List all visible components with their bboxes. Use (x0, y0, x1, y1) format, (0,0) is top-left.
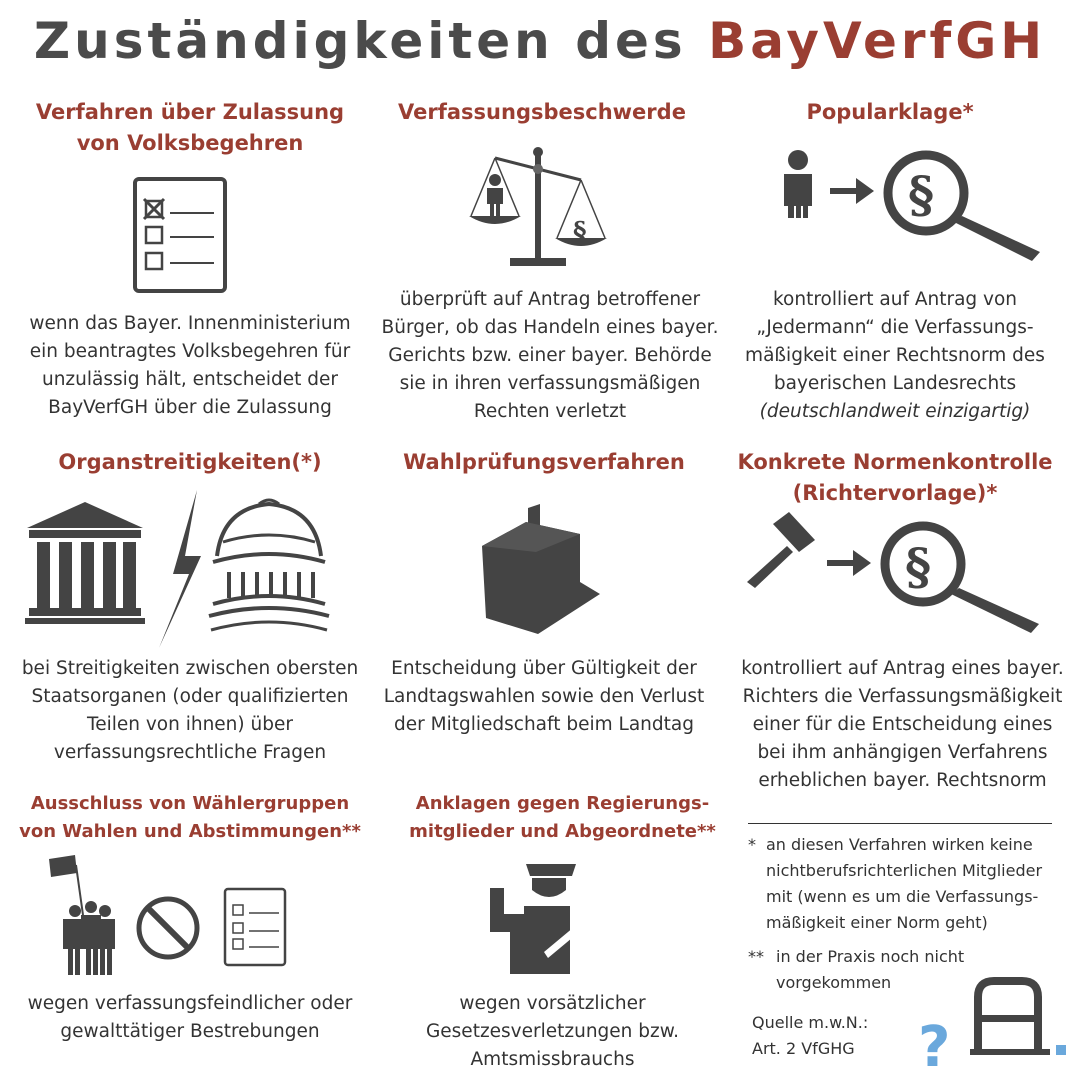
text-line: kontrolliert auf Antrag eines bayer. (741, 658, 1064, 679)
heading-line: Wahlprüfungsverfahren (403, 450, 685, 474)
text-italic-note: (deutschlandweit einzigartig) (759, 401, 1031, 422)
heading-ausschluss (10, 790, 370, 846)
heading-line: von Volksbegehren (76, 131, 304, 155)
text-line: Staatsorganen (oder qualifizierten (31, 686, 349, 707)
title-main: Zuständigkeiten des (33, 12, 687, 70)
heading-line: Anklagen gegen Regierungs- (415, 793, 710, 814)
text-line: wenn das Bayer. Innenministerium (29, 313, 351, 334)
ballot-box-icon (480, 500, 605, 640)
normenkontrolle-icon-group (745, 512, 1050, 637)
text-line: „Jedermann“ die Verfassungs- (756, 317, 1034, 338)
text-line: BayVerfGH über die Zulassung (48, 397, 332, 418)
heading-line: (Richtervorlage)* (792, 481, 998, 505)
text-line: gewalttätiger Bestrebungen (60, 1021, 320, 1042)
footnote-line: an diesen Verfahren wirken keine (766, 835, 1033, 854)
arrow-icon (827, 550, 871, 576)
text-beschwerde (370, 286, 730, 426)
text-line: Landtagswahlen sowie den Verlust (383, 686, 705, 707)
text-line: wegen verfassungsfeindlicher oder (27, 993, 353, 1014)
footnote-line: vorgekommen (776, 973, 892, 992)
checklist-icon (130, 175, 230, 295)
dome-icon (209, 500, 329, 630)
heading-beschwerde (372, 97, 712, 128)
text-popularklage (730, 286, 1060, 426)
title-accent: BayVerfGH (708, 12, 1047, 70)
text-line: verfassungsrechtliche Fragen (53, 742, 327, 763)
logo-a-icon (970, 975, 1070, 1060)
text-line: bei ihm anhängigen Verfahrens (757, 742, 1048, 763)
judge-figure-icon (488, 862, 584, 974)
heading-line: Verfahren über Zulassung (35, 100, 345, 124)
text-line: Gesetzesverletzungen bzw. (425, 1021, 680, 1042)
text-line: bayerischen Landesrechts (773, 373, 1017, 394)
magnifier-paragraph-icon (888, 155, 1040, 261)
heading-organstreit (20, 447, 360, 478)
footnote-line: mäßigkeit einer Norm geht) (766, 913, 988, 932)
text-line: der Mitgliedschaft beim Landtag (394, 714, 694, 735)
checklist-icon (225, 889, 285, 965)
question-mark-logo: ? (918, 1015, 951, 1080)
text-ausschluss (10, 990, 370, 1046)
text-line: erheblichen bayer. Rechtsnorm (758, 770, 1047, 791)
text-line: überprüft auf Antrag betroffener (399, 289, 701, 310)
text-organstreit (10, 655, 370, 767)
heading-line: Verfassungsbeschwerde (398, 100, 686, 124)
source-line: Quelle m.w.N.: (752, 1013, 869, 1032)
text-volksbegehren (10, 310, 370, 422)
text-line: Teilen von ihnen) über (87, 714, 293, 735)
heading-volksbegehren (20, 97, 360, 159)
text-line: unzulässig hält, entscheidet der (41, 369, 339, 390)
text-line: Richters die Verfassungsmäßigkeit (742, 686, 1063, 707)
ausschluss-icon-group (45, 855, 295, 980)
heading-line: Konkrete Normenkontrolle (737, 450, 1053, 474)
heading-line: Ausschluss von Wählergruppen (30, 793, 350, 814)
text-line: mäßigkeit einer Rechtsnorm des (745, 345, 1045, 366)
text-line: Entscheidung über Gültigkeit der (391, 658, 697, 679)
text-anklagen (375, 990, 730, 1074)
text-line: Gerichts bzw. einer bayer. Behörde (388, 345, 712, 366)
temple-icon (25, 502, 145, 624)
arrow-icon (830, 178, 874, 204)
protesters-icon (49, 855, 115, 975)
text-line: Bürger, ob das Handeln eines bayer. (381, 317, 719, 338)
heading-anklagen (385, 790, 740, 846)
text-line: ein beantragtes Volksbegehren für (29, 341, 351, 362)
text-line: einer für die Entscheidung eines (752, 714, 1053, 735)
heading-line: Organstreitigkeiten(*) (58, 450, 322, 474)
svg-text:§: § (573, 217, 587, 247)
footnote-line: nichtberufsrichterlichen Mitglieder (766, 861, 1043, 880)
footnote-line: in der Praxis noch nicht (776, 947, 965, 966)
text-line: Rechten verletzt (473, 401, 627, 422)
popularklage-icon-group (778, 148, 1048, 263)
gavel-icon (747, 512, 815, 588)
page-title (0, 12, 1080, 70)
heading-normenkontrolle (730, 447, 1060, 509)
heading-line: mitglieder und Abgeordnete** (409, 821, 716, 842)
heading-line: Popularklage* (806, 100, 974, 124)
svg-text:§: § (908, 165, 935, 224)
text-line: wegen vorsätzlicher (459, 993, 646, 1014)
heading-popularklage (740, 97, 1040, 128)
organstreit-icon-group (25, 490, 335, 650)
text-normenkontrolle (730, 655, 1075, 795)
heading-line: von Wahlen und Abstimmungen** (19, 821, 361, 842)
text-line: sie in ihren verfassungsmäßigen (399, 373, 701, 394)
text-wahlpruefung (372, 655, 716, 739)
source-line: Art. 2 VfGHG (752, 1039, 855, 1058)
lightning-icon (159, 490, 201, 648)
footnote-line: mit (wenn es um die Verfassungs- (766, 887, 1039, 906)
text-line: bei Streitigkeiten zwischen obersten (21, 658, 359, 679)
notes-divider (748, 823, 1052, 824)
footnote-single-star (748, 832, 1068, 936)
text-line: Amtsmissbrauchs (470, 1049, 635, 1070)
heading-wahlpruefung (372, 447, 716, 478)
forbidden-icon (139, 899, 197, 957)
footnote-marker: ** (748, 947, 764, 966)
svg-text:§: § (905, 537, 932, 596)
source-note (752, 1010, 922, 1062)
scales-icon (465, 142, 610, 270)
footnote-marker: * (748, 835, 756, 854)
text-line: kontrolliert auf Antrag von (772, 289, 1018, 310)
person-icon (784, 150, 812, 218)
magnifier-paragraph-icon (885, 526, 1039, 633)
